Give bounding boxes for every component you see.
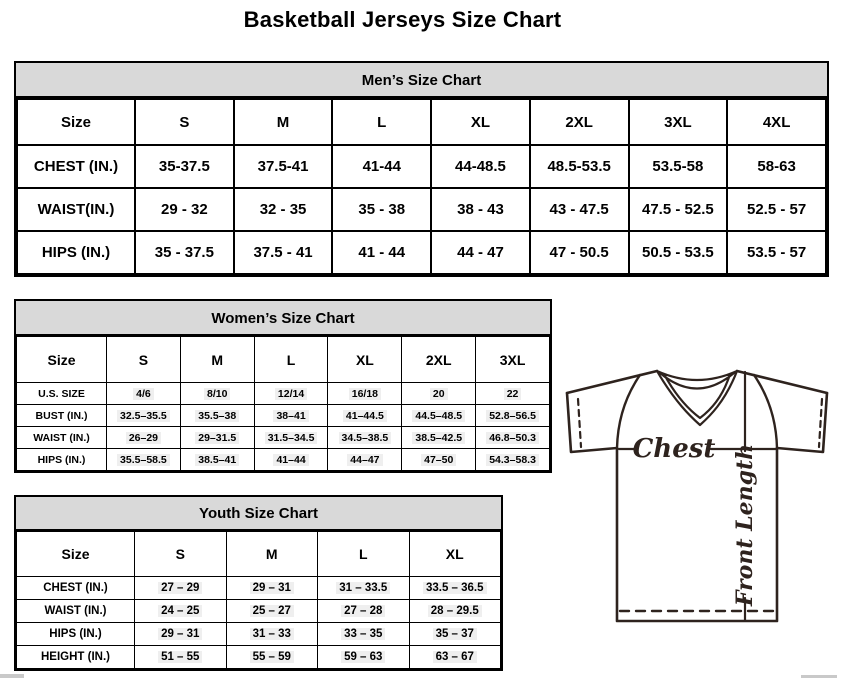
table-cell [727,188,826,231]
table-cell [180,383,254,405]
column-header-label: S [175,546,185,562]
table-cell [318,623,410,646]
youth-size-chart-table [14,495,503,671]
table-cell [431,188,530,231]
cell-value: 35 – 37 [433,628,477,640]
table-row [17,188,826,231]
cell-value: 26–29 [126,432,161,444]
cell-value: 31 – 33.5 [336,582,390,594]
cell-value: 25 – 27 [250,605,294,617]
womens-header-row [17,337,550,383]
table-cell [135,646,227,669]
column-header-label: M [211,351,224,368]
table-cell [332,188,431,231]
table-cell [234,145,333,188]
table-cell [107,449,181,471]
table-row [17,427,550,449]
table-cell [180,405,254,427]
cell-value: 12/14 [275,388,307,400]
table-cell [328,449,402,471]
table-cell [107,405,181,427]
cell-value: 29–31.5 [195,432,239,444]
table-cell [180,427,254,449]
scrollbar-fragment-left[interactable] [0,674,24,678]
youth-header-row [17,532,501,577]
table-cell [409,646,501,669]
cell-value: 35-37.5 [158,158,210,175]
table-row [17,383,550,405]
column-header-cell [727,99,826,145]
table-cell [530,188,629,231]
table-cell [328,427,402,449]
youth-grid [16,531,501,669]
column-header-cell [17,99,135,145]
cell-value: 4/6 [133,388,154,400]
cell-value: 27 – 28 [341,605,385,617]
cell-value: 34.5–38.5 [339,432,392,444]
cell-value: 24 – 25 [158,605,202,617]
table-cell [318,646,410,669]
row-label-cell: HIPS (IN.) [17,231,135,274]
table-cell [135,231,234,274]
cell-value: 32.5–35.5 [117,410,170,422]
cell-value: 51 – 55 [158,651,202,663]
column-header-label: Size [60,113,91,131]
column-header-label: M [276,113,290,131]
cell-value: 31.5–34.5 [265,432,318,444]
cell-value: 32 - 35 [259,201,307,218]
table-cell [318,577,410,600]
row-label-cell: U.S. SIZE [17,383,107,405]
table-cell [226,646,318,669]
cell-value: 22 [504,388,522,400]
table-cell [530,145,629,188]
cell-value: 52.5 - 57 [747,201,807,218]
table-cell [402,427,476,449]
table-cell [135,600,227,623]
table-cell [234,231,333,274]
column-header-cell [409,532,501,577]
cell-value: 63 – 67 [433,651,477,663]
cell-value: 41–44 [273,454,308,466]
table-row [17,231,826,274]
column-header-cell [629,99,728,145]
table-row [17,600,501,623]
cell-value: 44.5–48.5 [412,410,465,422]
cell-value: 47–50 [421,454,456,466]
mens-header-row [17,99,826,145]
cell-value: 29 - 32 [161,201,208,218]
youth-chart-title: Youth Size Chart [16,497,501,531]
cell-value: 35 - 37.5 [154,244,214,261]
column-header-label: S [138,351,149,368]
column-header-label: 2XL [425,351,452,368]
mens-chart-title: Men’s Size Chart [16,63,827,98]
column-header-cell [476,337,550,383]
column-header-cell [17,532,135,577]
page-title: Basketball Jerseys Size Chart [243,7,562,32]
cell-value: 41-44 [362,158,401,175]
table-cell [431,231,530,274]
table-cell [476,449,550,471]
cell-value: 48.5-53.5 [547,158,611,175]
column-header-cell [226,532,318,577]
table-cell [409,600,501,623]
column-header-cell [431,99,530,145]
cell-value: 35.5–58.5 [117,454,170,466]
table-cell [629,188,728,231]
column-header-cell [17,337,107,383]
table-cell [135,623,227,646]
table-cell [402,405,476,427]
row-label-cell: WAIST (IN.) [17,427,107,449]
cell-value: 20 [430,388,448,400]
chest-label: Chest [632,434,716,464]
cell-value: 8/10 [204,388,230,400]
mens-size-chart-table [14,61,829,277]
table-row [17,145,826,188]
table-cell [226,623,318,646]
column-header-label: L [286,351,296,368]
table-cell [328,405,402,427]
table-cell [402,383,476,405]
cell-value: 16/18 [349,388,381,400]
cell-value: 27 – 29 [158,582,202,594]
table-row [17,449,550,471]
column-header-label: 3XL [664,113,692,131]
table-cell [254,449,328,471]
row-label-cell: HIPS (IN.) [17,623,135,646]
column-header-cell [530,99,629,145]
column-header-cell [318,532,410,577]
table-row [17,577,501,600]
cell-value: 53.5-58 [652,158,704,175]
table-cell [226,600,318,623]
cell-value: 47 - 50.5 [549,244,609,261]
cell-value: 38.5–41 [195,454,239,466]
table-cell [318,600,410,623]
womens-chart-title: Women’s Size Chart [16,301,550,336]
table-cell [135,188,234,231]
jersey-measurement-diagram [560,362,843,628]
cell-value: 47.5 - 52.5 [642,201,714,218]
table-cell [226,577,318,600]
table-cell [332,145,431,188]
cell-value: 43 - 47.5 [549,201,609,218]
column-header-label: M [265,546,278,562]
scrollbar-fragment-right[interactable] [801,675,837,678]
column-header-label: XL [445,546,464,562]
cell-value: 59 – 63 [341,651,385,663]
table-cell [476,427,550,449]
table-cell [180,449,254,471]
cell-value: 35 - 38 [358,201,406,218]
row-label-cell: HEIGHT (IN.) [17,646,135,669]
mens-grid [16,98,827,275]
column-header-label: L [377,113,387,131]
column-header-label: 3XL [499,351,526,368]
column-header-cell [135,532,227,577]
collar [657,371,737,425]
column-header-cell [180,337,254,383]
jersey-outline [567,371,827,393]
table-cell [530,231,629,274]
cell-value: 28 – 29.5 [428,605,482,617]
table-cell [727,231,826,274]
cell-value: 52.8–56.5 [486,410,539,422]
table-cell [135,145,234,188]
table-cell [332,231,431,274]
cell-value: 29 – 31 [158,628,202,640]
table-row [17,623,501,646]
column-header-label: Size [61,546,90,562]
cell-value: 44–47 [347,454,382,466]
cell-value: 31 – 33 [250,628,294,640]
table-cell [431,145,530,188]
cell-value: 38 - 43 [457,201,504,218]
left-cuff-dashed-line [578,399,581,447]
column-header-cell [107,337,181,383]
column-header-label: 4XL [762,113,791,131]
column-header-cell [135,99,234,145]
column-header-label: L [358,546,368,562]
cell-value: 33 – 35 [341,628,385,640]
table-cell [254,383,328,405]
column-header-cell [234,99,333,145]
column-header-cell [254,337,328,383]
row-label-cell: CHEST (IN.) [17,145,135,188]
cell-value: 33.5 – 36.5 [423,582,487,594]
table-cell [328,383,402,405]
cell-value: 37.5-41 [257,158,309,175]
column-header-cell [402,337,476,383]
cell-value: 50.5 - 53.5 [642,244,714,261]
cell-value: 58-63 [757,158,796,175]
cell-value: 37.5 - 41 [253,244,313,261]
table-cell [107,383,181,405]
table-cell [135,577,227,600]
row-label-cell: HIPS (IN.) [17,449,107,471]
womens-size-chart-table [14,299,552,473]
row-label-cell: WAIST (IN.) [17,600,135,623]
table-row [17,405,550,427]
table-cell [409,623,501,646]
column-header-cell [332,99,431,145]
table-cell [234,188,333,231]
table-row [17,646,501,669]
table-cell [254,405,328,427]
table-cell [476,383,550,405]
column-header-label: XL [470,113,491,131]
table-cell [629,231,728,274]
column-header-label: S [179,113,190,131]
table-cell [629,145,728,188]
cell-value: 29 – 31 [250,582,294,594]
table-cell [254,427,328,449]
column-header-label: Size [47,351,76,368]
column-header-label: XL [355,351,374,368]
right-cuff-dashed-line [819,399,822,447]
row-label-cell: BUST (IN.) [17,405,107,427]
cell-value: 54.3–58.3 [486,454,539,466]
table-cell [409,577,501,600]
column-header-cell [328,337,402,383]
cell-value: 53.5 - 57 [747,244,807,261]
cell-value: 44 - 47 [457,244,504,261]
column-header-label: 2XL [565,113,593,131]
cell-value: 38.5–42.5 [412,432,465,444]
cell-value: 55 – 59 [250,651,294,663]
womens-grid [16,336,550,471]
row-label-cell: WAIST(IN.) [17,188,135,231]
front-length-label: Front Length [732,443,758,607]
cell-value: 41–44.5 [343,410,387,422]
cell-value: 46.8–50.3 [486,432,539,444]
table-cell [476,405,550,427]
table-cell [727,145,826,188]
cell-value: 35.5–38 [195,410,239,422]
row-label-cell: CHEST (IN.) [17,577,135,600]
cell-value: 38–41 [273,410,308,422]
cell-value: 41 - 44 [358,244,406,261]
table-cell [402,449,476,471]
cell-value: 44-48.5 [455,158,506,175]
table-cell [107,427,181,449]
